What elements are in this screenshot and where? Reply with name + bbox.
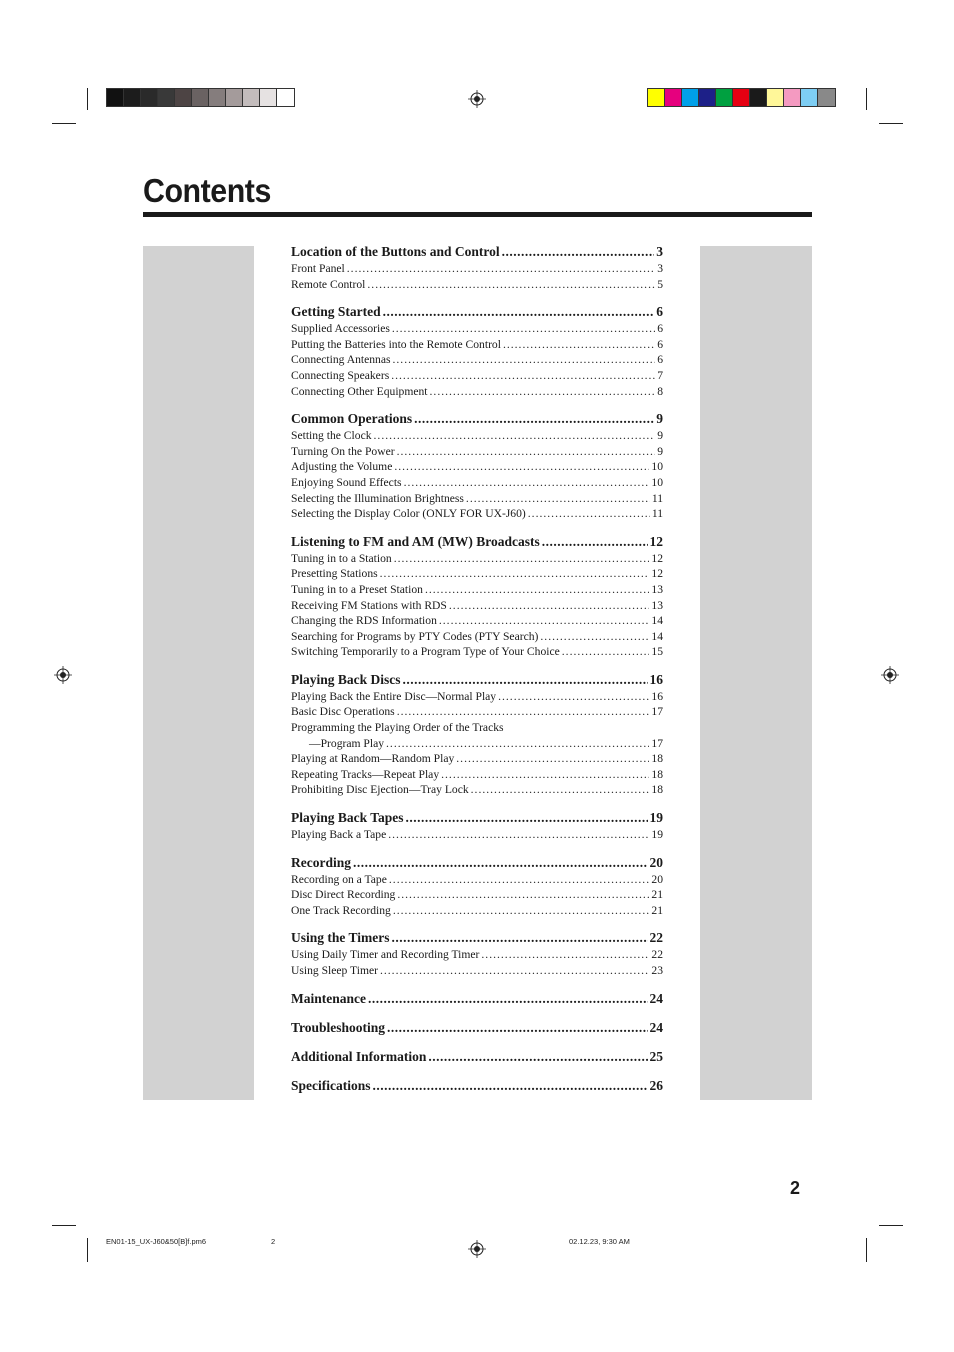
toc-item-page: 17	[651, 736, 663, 750]
toc-section-heading[interactable]	[291, 671, 663, 689]
toc-item-page: 11	[651, 491, 663, 505]
toc-item-page: 18	[651, 767, 663, 781]
crop-mark	[87, 88, 88, 110]
title-rule	[143, 212, 812, 217]
toc-heading-page: 24	[649, 1019, 663, 1035]
toc-leader-dots	[383, 303, 655, 321]
toc-item-label: Putting the Batteries into the Remote Control	[291, 337, 501, 351]
toc-item[interactable]	[291, 887, 663, 903]
toc-heading-page: 3	[656, 244, 663, 259]
color-swatch	[818, 89, 835, 106]
toc-heading-page: 20	[649, 854, 663, 870]
gray-swatch	[107, 89, 124, 106]
toc-item-page: 18	[651, 783, 663, 797]
toc-item-label: Playing Back the Entire Disc—Normal Play	[291, 689, 497, 703]
crop-mark	[52, 123, 76, 124]
toc-item-label: Presetting Stations	[291, 567, 378, 581]
toc-section-heading[interactable]	[291, 809, 663, 827]
toc-item[interactable]	[291, 947, 663, 963]
toc-section	[291, 533, 663, 660]
toc-leader-dots	[425, 582, 649, 598]
toc-heading-label: Common Operations	[291, 411, 413, 427]
gray-swatch	[277, 89, 294, 106]
color-swatch	[665, 89, 682, 106]
toc-leader-dots	[347, 261, 655, 277]
process-color-bar	[647, 88, 836, 107]
toc-section	[291, 671, 663, 798]
crop-mark	[87, 1238, 88, 1262]
toc-leader-dots	[393, 903, 650, 919]
color-swatch	[648, 89, 665, 106]
toc-item-page: 10	[651, 475, 663, 489]
toc-leader-dots	[394, 551, 650, 567]
toc-leader-dots	[397, 704, 650, 720]
toc-leader-dots	[367, 277, 655, 293]
toc-heading-label: Location of the Buttons and Control	[291, 244, 500, 259]
toc-item-label: Receiving FM Stations with RDS	[291, 598, 447, 612]
toc-leader-dots	[397, 444, 656, 460]
color-swatch	[767, 89, 784, 106]
toc-item[interactable]	[291, 782, 663, 798]
toc-section	[291, 990, 663, 1008]
toc-item[interactable]	[291, 261, 663, 277]
toc-item-page: 10	[651, 460, 663, 474]
color-swatch	[750, 89, 767, 106]
left-gray-panel	[143, 246, 254, 1100]
toc-section	[291, 1048, 663, 1066]
toc-section-heading[interactable]	[291, 303, 663, 321]
toc-item-page: 8	[657, 384, 663, 398]
color-swatch	[801, 89, 818, 106]
toc-section-heading[interactable]	[291, 1019, 663, 1037]
toc-leader-dots	[393, 352, 656, 368]
toc-item-page: 21	[651, 903, 663, 917]
toc-item-label: Enjoying Sound Effects	[291, 475, 402, 489]
crop-mark	[879, 1225, 903, 1226]
toc-item-page: 11	[651, 507, 663, 521]
toc-item-page: 9	[657, 444, 663, 458]
toc-leader-dots	[498, 689, 649, 705]
toc-item[interactable]	[291, 689, 663, 705]
toc-item[interactable]	[291, 963, 663, 979]
gray-swatch	[260, 89, 277, 106]
toc-section-heading[interactable]	[291, 1048, 663, 1066]
gray-swatch	[158, 89, 175, 106]
toc-section-heading[interactable]	[291, 410, 663, 428]
right-gray-panel	[700, 246, 812, 1100]
toc-item[interactable]	[291, 551, 663, 567]
color-swatch	[733, 89, 750, 106]
toc-item-label: Searching for Programs by PTY Codes (PTY Search)	[291, 629, 539, 643]
toc-heading-page: 22	[649, 930, 663, 946]
toc-leader-dots	[528, 506, 650, 522]
toc-item-page: 20	[651, 872, 663, 886]
toc-item-label: Playing Back a Tape	[291, 828, 387, 842]
toc-item-label: Switching Temporarily to a Program Type of Your Choice	[291, 645, 560, 659]
toc-item-label: —Program Play	[309, 736, 385, 750]
toc-item[interactable]	[291, 582, 663, 598]
toc-item-label: Connecting Antennas	[291, 353, 391, 367]
toc-item-label: Using Sleep Timer	[291, 964, 378, 977]
toc-leader-dots	[392, 321, 655, 337]
toc-leader-dots	[441, 767, 649, 783]
toc-heading-page: 16	[649, 671, 663, 687]
toc-item-label: Selecting the Display Color (ONLY FOR UX-J60)	[291, 507, 526, 521]
toc-heading-page: 26	[649, 1077, 663, 1093]
toc-item[interactable]	[291, 491, 663, 507]
toc-item-page: 18	[651, 752, 663, 766]
toc-leader-dots	[391, 368, 655, 384]
toc-item[interactable]	[291, 321, 663, 337]
toc-item[interactable]	[291, 827, 663, 843]
toc-item-page: 14	[651, 614, 663, 628]
gray-swatch	[192, 89, 209, 106]
toc-item-label: Remote Control	[291, 277, 366, 291]
color-swatch	[682, 89, 699, 106]
toc-item-label: Repeating Tracks—Repeat Play	[291, 767, 440, 781]
crop-mark	[879, 123, 903, 124]
toc-heading-label: Troubleshooting	[291, 1019, 386, 1035]
page-number: 2	[790, 1178, 801, 1198]
toc-leader-dots	[392, 929, 648, 947]
toc-section	[291, 854, 663, 919]
toc-leader-dots	[387, 1019, 647, 1037]
grayscale-color-bar	[106, 88, 295, 107]
toc-leader-dots	[562, 644, 650, 660]
toc-item-label: Tuning in to a Station	[291, 551, 392, 565]
toc-item-page: 13	[651, 598, 663, 612]
toc-item-page: 19	[651, 828, 663, 842]
gray-swatch	[175, 89, 192, 106]
toc-section-heading[interactable]	[291, 854, 663, 872]
toc-item-page: 3	[657, 262, 663, 275]
toc-item-label: One Track Recording	[291, 903, 391, 917]
toc-item-label: Turning On the Power	[291, 444, 395, 458]
toc-leader-dots	[394, 459, 649, 475]
toc-heading-label: Additional Information	[291, 1048, 427, 1064]
toc-item[interactable]	[291, 644, 663, 660]
toc-item-label: Connecting Other Equipment	[291, 384, 428, 398]
registration-mark-icon	[468, 90, 486, 108]
toc-leader-dots	[373, 1077, 648, 1095]
registration-mark-icon	[54, 666, 72, 684]
toc-heading-label: Playing Back Tapes	[291, 810, 404, 826]
page-title: Contents	[143, 172, 271, 209]
toc-item-label: Basic Disc Operations	[291, 705, 395, 719]
toc-leader-dots	[503, 337, 655, 353]
toc-item-label: Adjusting the Volume	[291, 460, 393, 474]
toc-item[interactable]	[291, 428, 663, 444]
toc-item-label: Playing at Random—Random Play	[291, 752, 455, 766]
toc-item[interactable]	[291, 352, 663, 368]
color-swatch	[716, 89, 733, 106]
toc-item[interactable]	[291, 629, 663, 645]
toc-section	[291, 410, 663, 522]
toc-item[interactable]	[291, 475, 663, 491]
toc-leader-dots	[414, 410, 654, 428]
toc-leader-dots	[406, 809, 648, 827]
toc-item[interactable]	[291, 767, 663, 783]
toc-leader-dots	[389, 872, 650, 888]
toc-leader-dots	[449, 598, 650, 614]
toc-leader-dots	[466, 491, 650, 507]
toc-item[interactable]	[291, 736, 663, 752]
toc-leader-dots	[403, 671, 648, 689]
toc-item-page: 13	[651, 582, 663, 596]
toc-section	[291, 1077, 663, 1095]
toc-leader-dots	[397, 887, 649, 903]
crop-mark	[866, 88, 867, 110]
toc-section-heading[interactable]	[291, 990, 663, 1008]
crop-mark	[52, 1225, 76, 1226]
toc-item-page: 5	[657, 277, 663, 291]
toc-item-page: 16	[651, 689, 663, 703]
toc-item-label: Changing the RDS Information	[291, 614, 437, 628]
toc-item[interactable]	[291, 903, 663, 919]
toc-item-page: 21	[651, 888, 663, 902]
toc-item-label: Setting the Clock	[291, 429, 372, 443]
toc-item[interactable]	[291, 459, 663, 475]
gray-swatch	[141, 89, 158, 106]
toc-item-label: Disc Direct Recording	[291, 888, 396, 902]
toc-section-heading[interactable]	[291, 1077, 663, 1095]
gray-swatch	[124, 89, 141, 106]
toc-section	[291, 809, 663, 843]
footer-filename: EN01-15_UX-J60&50[B]f.pm6	[106, 1237, 207, 1246]
toc-item[interactable]	[291, 506, 663, 522]
toc-heading-page: 6	[656, 304, 663, 320]
toc-leader-dots	[380, 963, 649, 979]
toc-leader-dots	[542, 533, 648, 551]
toc-section-heading[interactable]	[291, 243, 663, 261]
toc-item-label: Front Panel	[291, 262, 345, 275]
toc-item[interactable]	[291, 872, 663, 888]
toc-item-page: 14	[651, 629, 663, 643]
toc-item-label[interactable]: Programming the Playing Order of the Tracks	[291, 721, 504, 735]
toc-item[interactable]	[291, 598, 663, 614]
toc-leader-dots	[380, 566, 650, 582]
toc-heading-page: 24	[649, 990, 663, 1006]
toc-leader-dots	[404, 475, 650, 491]
toc-item[interactable]	[291, 444, 663, 460]
toc-leader-dots	[456, 751, 649, 767]
toc-leader-dots	[388, 827, 649, 843]
toc-item-page: 12	[651, 551, 663, 565]
toc-item[interactable]	[291, 384, 663, 400]
toc-leader-dots	[481, 947, 649, 963]
toc-item-page: 17	[651, 705, 663, 719]
toc-item-page: 15	[651, 645, 663, 659]
toc-heading-page: 19	[649, 810, 663, 826]
toc-section	[291, 1019, 663, 1037]
toc-item-page: 6	[657, 337, 663, 351]
toc-leader-dots	[471, 782, 650, 798]
toc-heading-label: Recording	[291, 854, 351, 870]
toc-leader-dots	[374, 428, 656, 444]
toc-leader-dots	[502, 243, 655, 261]
gray-swatch	[226, 89, 243, 106]
toc-leader-dots	[368, 990, 648, 1008]
toc-item-page: 7	[657, 368, 663, 382]
toc-leader-dots	[540, 629, 649, 645]
toc-item-label: Prohibiting Disc Ejection—Tray Lock	[291, 783, 469, 797]
registration-mark-icon	[468, 1240, 486, 1258]
footer-page: 2	[271, 1237, 276, 1246]
footer-timestamp: 02.12.23, 9:30 AM	[569, 1237, 630, 1246]
toc-item-label: Recording on a Tape	[291, 872, 387, 886]
toc-item[interactable]	[291, 337, 663, 353]
toc-item-page: 6	[657, 322, 663, 336]
toc-leader-dots	[428, 1048, 647, 1066]
toc-item[interactable]	[291, 566, 663, 582]
table-of-contents	[291, 243, 663, 1106]
toc-heading-label: Playing Back Discs	[291, 671, 401, 687]
toc-item-label: Using Daily Timer and Recording Timer	[291, 948, 480, 962]
toc-leader-dots	[430, 384, 656, 400]
gray-swatch	[243, 89, 260, 106]
toc-heading-label: Listening to FM and AM (MW) Broadcasts	[291, 533, 540, 549]
toc-heading-label: Using the Timers	[291, 930, 390, 946]
toc-item[interactable]	[291, 751, 663, 767]
toc-heading-page: 25	[649, 1048, 663, 1064]
toc-heading-page: 9	[656, 411, 663, 427]
toc-leader-dots	[439, 613, 650, 629]
toc-heading-page: 12	[649, 533, 663, 549]
toc-item[interactable]	[291, 277, 663, 293]
toc-heading-label: Specifications	[291, 1077, 371, 1093]
toc-section-heading[interactable]	[291, 533, 663, 551]
toc-item[interactable]	[291, 368, 663, 384]
toc-item-page: 22	[651, 948, 663, 962]
toc-item-label: Selecting the Illumination Brightness	[291, 491, 464, 505]
toc-item-label: Supplied Accessories	[291, 322, 390, 336]
color-swatch	[784, 89, 801, 106]
toc-heading-label: Maintenance	[291, 990, 366, 1006]
toc-item-label: Tuning in to a Preset Station	[291, 582, 423, 596]
registration-mark-icon	[881, 666, 899, 684]
toc-item-page: 9	[657, 429, 663, 443]
toc-section-heading[interactable]	[291, 929, 663, 947]
color-swatch	[699, 89, 716, 106]
toc-item[interactable]	[291, 613, 663, 629]
toc-section	[291, 929, 663, 978]
toc-item-page: 6	[657, 353, 663, 367]
toc-item[interactable]	[291, 704, 663, 720]
toc-item-label: Connecting Speakers	[291, 368, 390, 382]
toc-leader-dots	[353, 854, 648, 872]
toc-item-page: 23	[651, 964, 663, 977]
crop-mark	[866, 1238, 867, 1262]
toc-section	[291, 303, 663, 399]
toc-heading-label: Getting Started	[291, 304, 381, 320]
toc-section	[291, 243, 663, 292]
toc-item-page: 12	[651, 567, 663, 581]
gray-swatch	[209, 89, 226, 106]
toc-leader-dots	[386, 736, 649, 752]
